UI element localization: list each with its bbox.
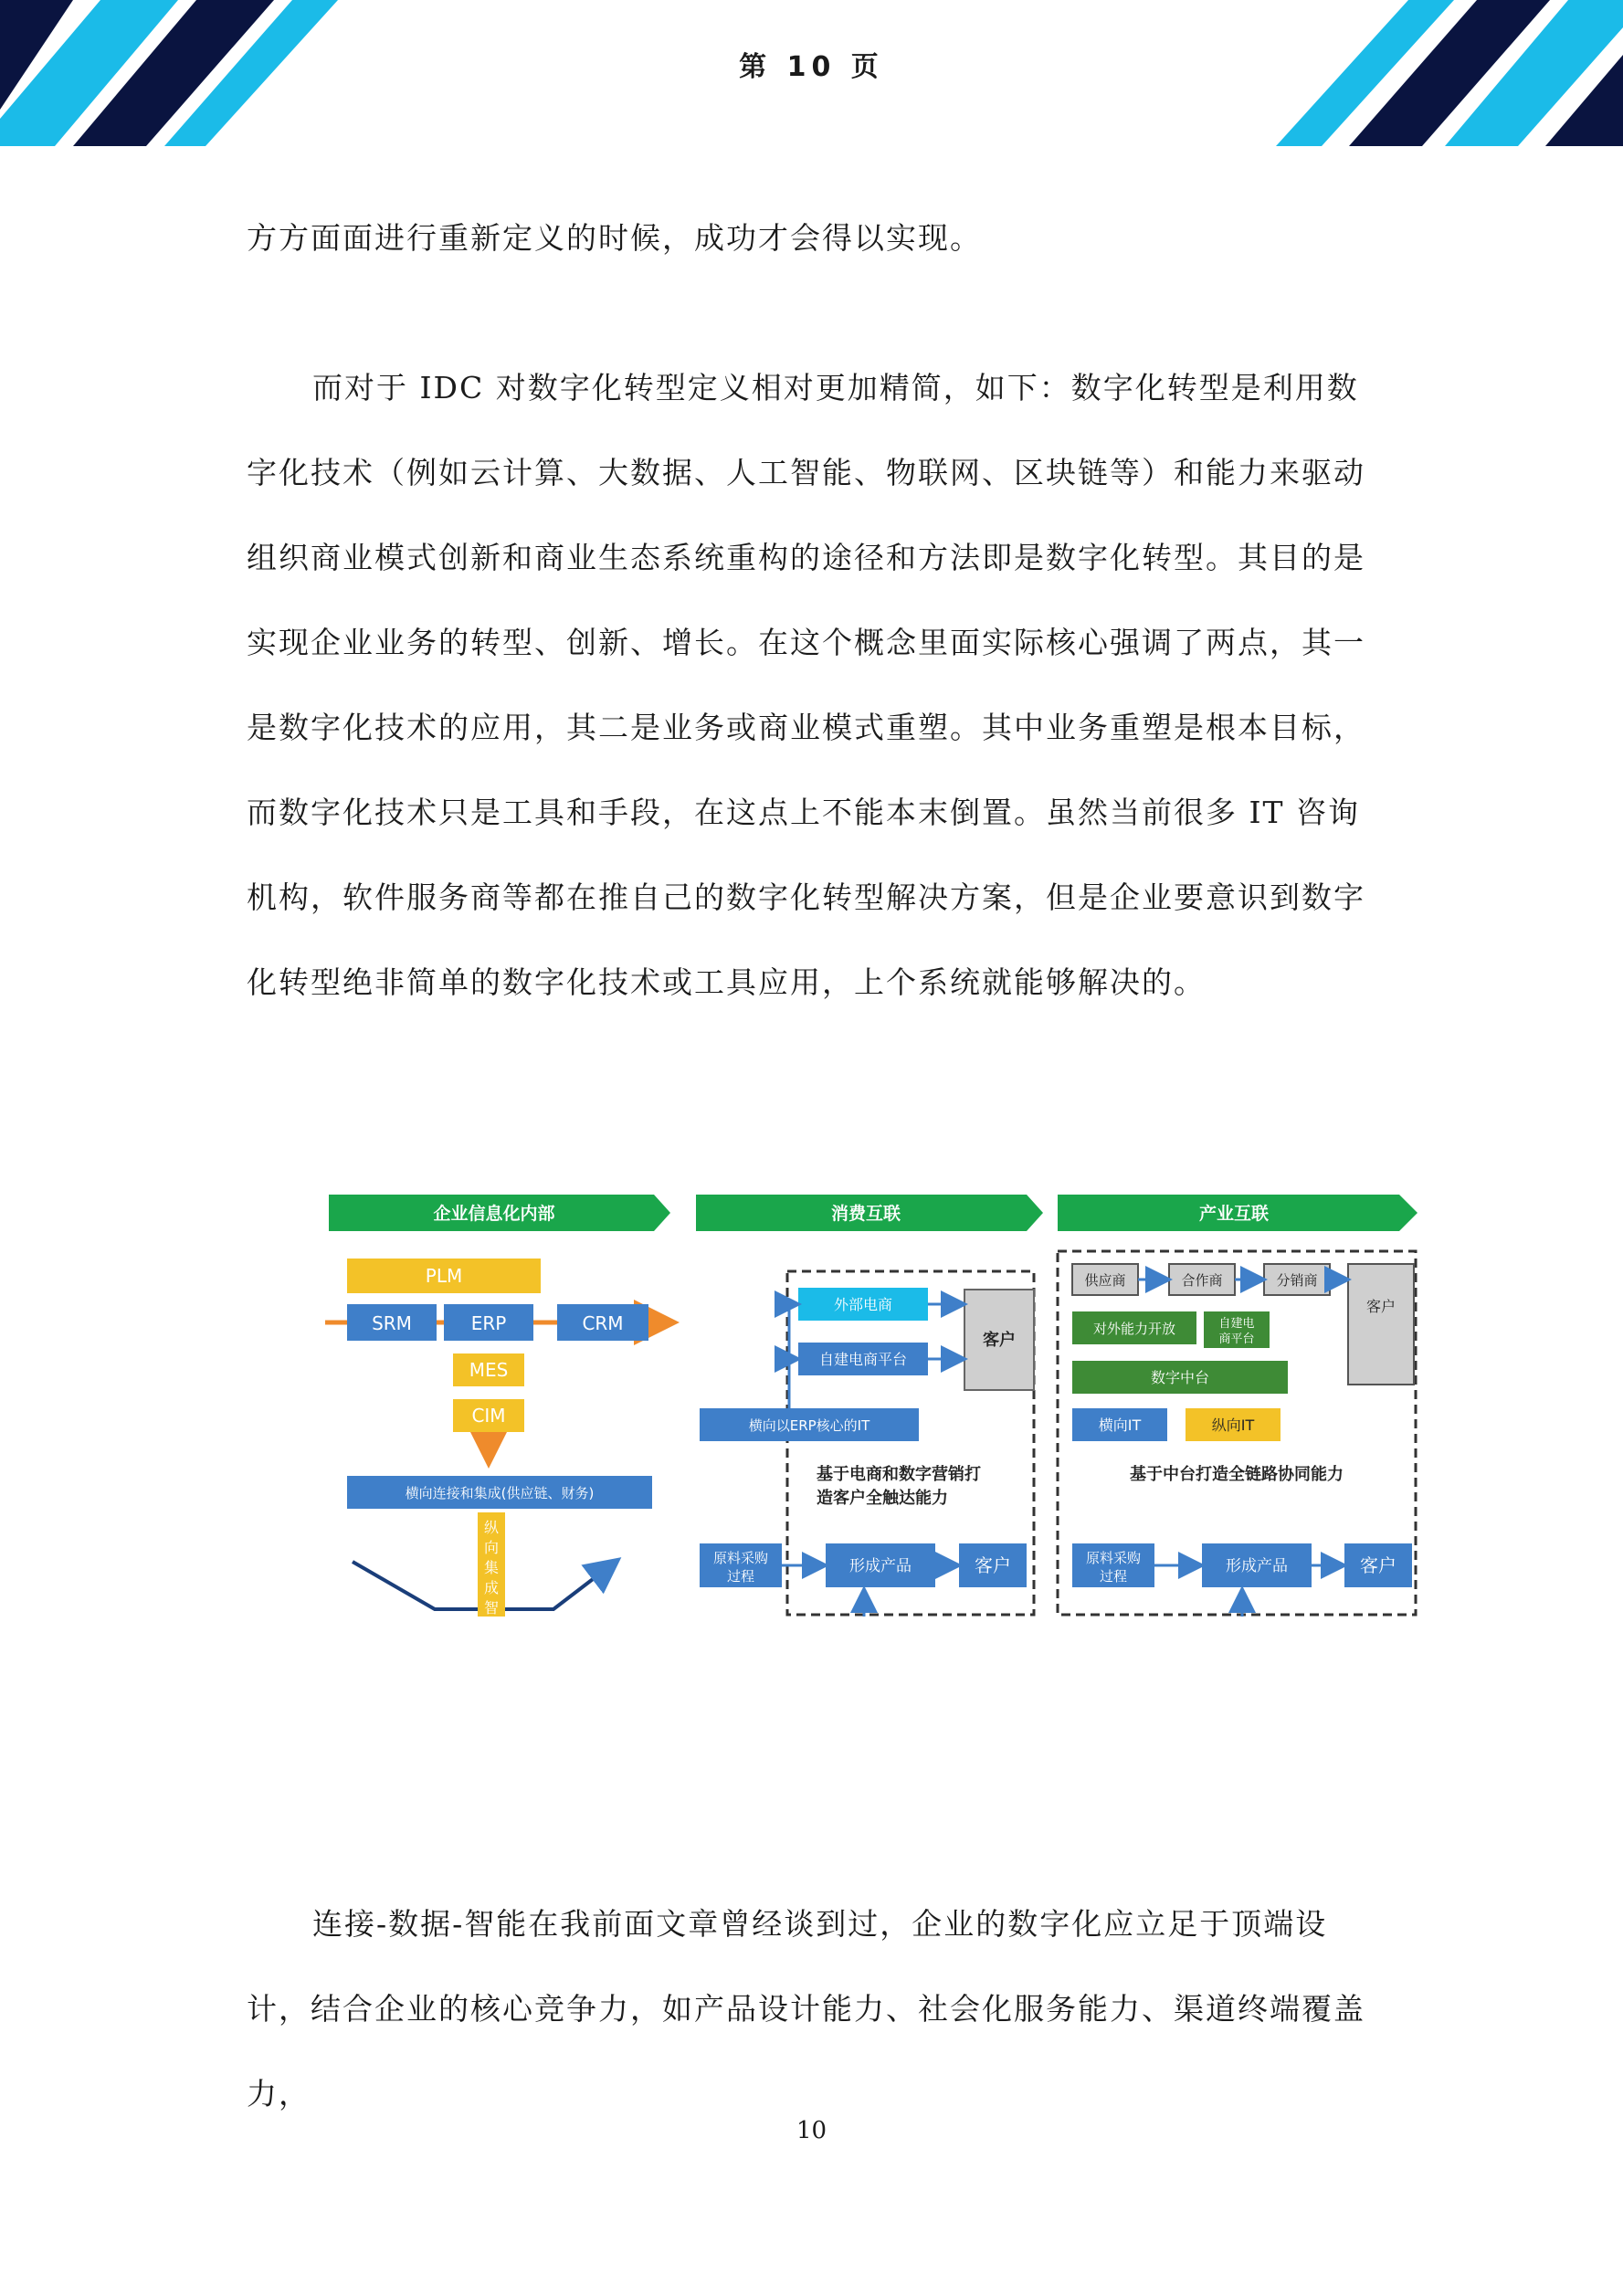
vertical-char: 纵 (483, 1519, 500, 1536)
horizontal-erp-it-label: 横向以ERP核心的IT (748, 1417, 870, 1434)
panel3-title: 产业互联 (1198, 1204, 1270, 1224)
self-platform-label: 自建电 (1218, 1317, 1255, 1331)
paragraph: 方方面面进行重新定义的时候，成功才会得以实现。 (247, 220, 982, 256)
data-center-label: 数字中台 (1150, 1369, 1210, 1386)
supplier-label: 供应商 (1084, 1272, 1126, 1289)
paragraph (247, 1881, 1379, 2136)
srm-label: SRM (372, 1312, 412, 1334)
customer-label-bottom: 客户 (975, 1554, 1011, 1576)
product-label: 形成产品 (849, 1557, 912, 1575)
plm-label: PLM (425, 1265, 463, 1287)
vertical-char: 成 (483, 1579, 500, 1596)
self-platform-label: 自建电商平台 (818, 1351, 908, 1368)
raw-procurement-label: 过程 (1099, 1568, 1128, 1585)
panel3-caption: 基于中台打造全链路协同能力 (1130, 1465, 1344, 1484)
panel2-caption-line1: 基于电商和数字营销打 (817, 1465, 981, 1484)
digital-transformation-figure (325, 1187, 1421, 1617)
erp-label: ERP (470, 1312, 507, 1334)
page-number: 10 (796, 2117, 827, 2144)
crm-label: CRM (582, 1312, 624, 1334)
vertical-it-label: 纵向IT (1211, 1417, 1255, 1434)
horizontal-it-label: 横向IT (1098, 1417, 1142, 1434)
curve-left (353, 1562, 478, 1609)
cim-label: CIM (471, 1405, 506, 1427)
panel2-title: 消费互联 (830, 1204, 901, 1224)
external-ecommerce-label: 外部电商 (833, 1296, 893, 1313)
customer-label-top: 客户 (1365, 1298, 1396, 1315)
paragraph-text: 而对于 IDC 对数字化转型定义相对更加精简，如下：数字化转型是利用数字化技术（例如云计算、大数据、人工智能、物联网、区块链等）和能力来驱动组织商业模式创新和商业生态系统重构的途径和方法即是数字化转型。其目的是实现企业业务的转型、创新、增长。在这个概念里面实际核心强调了两点，其一是数字化技术的应用，其二是业务或商业模式重塑。其中业务重塑是根本目标，而数字化技术只是工具和手段，在这点上不能本末倒置。虽然当前很多 IT 咨询机构，软件服务商等都在推自己的数字化转型解决方案，但是企业要意识到数字化转型绝非简单的数字化技术或工具应用，上个系统就能够解决的。 (247, 370, 1365, 1000)
curve-right (505, 1562, 616, 1609)
page-header: 第 10 页 (739, 51, 884, 83)
mes-label: MES (469, 1359, 509, 1381)
vertical-char: 集 (483, 1559, 500, 1576)
customer-box-top (1348, 1264, 1414, 1385)
raw-procurement-label: 过程 (726, 1568, 755, 1585)
customer-label-bottom: 客户 (1360, 1554, 1396, 1576)
raw-procurement-label: 原料采购 (1085, 1550, 1142, 1566)
vertical-char: 智 (483, 1599, 500, 1617)
vertical-char: 向 (483, 1539, 500, 1556)
panel2-caption-line2: 造客户全触达能力 (817, 1489, 948, 1508)
raw-procurement-label: 原料采购 (712, 1550, 769, 1566)
distributor-label: 分销商 (1276, 1272, 1318, 1289)
paragraph-text: 连接-数据-智能在我前面文章曾经谈到过，企业的数字化应立足于顶端设计，结合企业的核心竞争力，如产品设计能力、社会化服务能力、渠道终端覆盖力， (247, 1906, 1365, 2112)
customer-label-top: 客户 (983, 1331, 1016, 1350)
horizontal-integration-label: 横向连接和集成(供应链、财务) (405, 1485, 595, 1501)
open-capability-label: 对外能力开放 (1092, 1321, 1176, 1337)
paragraph (247, 345, 1379, 1025)
panel1-title: 企业信息化内部 (433, 1204, 555, 1224)
self-platform-label: 商平台 (1218, 1332, 1255, 1346)
partner-label: 合作商 (1181, 1272, 1223, 1289)
product-label: 形成产品 (1226, 1557, 1288, 1575)
